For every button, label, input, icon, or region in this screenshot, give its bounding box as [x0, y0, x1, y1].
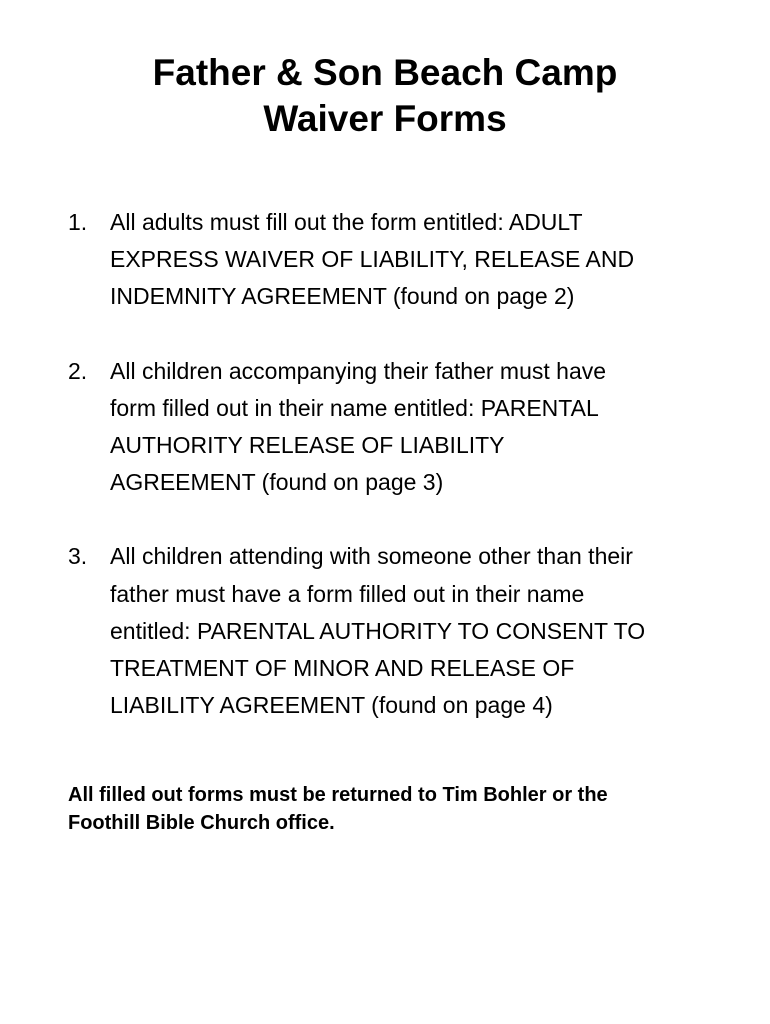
list-item-number: 2. — [68, 357, 88, 384]
list-item-text: All adults must fill out the form entitled: ADULT — [110, 209, 583, 235]
list-item — [68, 353, 718, 502]
list-item-text: father must have a form filled out in their name — [110, 580, 585, 607]
title-line: Waiver Forms — [263, 98, 507, 139]
list-item-text: EXPRESS WAIVER OF LIABILITY, RELEASE AND — [110, 246, 635, 273]
return-instructions-line: All filled out forms must be returned to Tim Bohler or the — [68, 784, 608, 806]
instructions-list — [68, 204, 718, 761]
return-instructions — [68, 781, 718, 837]
list-item-text: TREATMENT OF MINOR AND RELEASE OF — [110, 655, 575, 682]
title-line: Father & Son Beach Camp — [152, 52, 618, 93]
list-item-text: All children accompanying their father must have — [110, 357, 607, 384]
list-item — [68, 538, 718, 724]
list-item-text: entitled: PARENTAL AUTHORITY TO CONSENT TO — [110, 617, 646, 644]
list-item-text: All children attending with someone other than their — [110, 543, 633, 570]
list-item-text: AGREEMENT (found on page 3) — [110, 469, 444, 496]
page-title — [0, 50, 770, 142]
list-item-text: form filled out in their name entitled: PARENTAL — [110, 394, 599, 421]
list-item — [68, 204, 718, 316]
list-item-text: LIABILITY AGREEMENT (found on page 4) — [110, 692, 553, 719]
list-item-text: AUTHORITY RELEASE OF LIABILITY — [110, 432, 505, 459]
list-item-number: 1. — [68, 209, 88, 235]
return-instructions-line: Foothill Bible Church office. — [68, 812, 335, 834]
list-item-number: 3. — [68, 543, 88, 570]
list-item-text: INDEMNITY AGREEMENT (found on page 2) — [110, 283, 575, 310]
